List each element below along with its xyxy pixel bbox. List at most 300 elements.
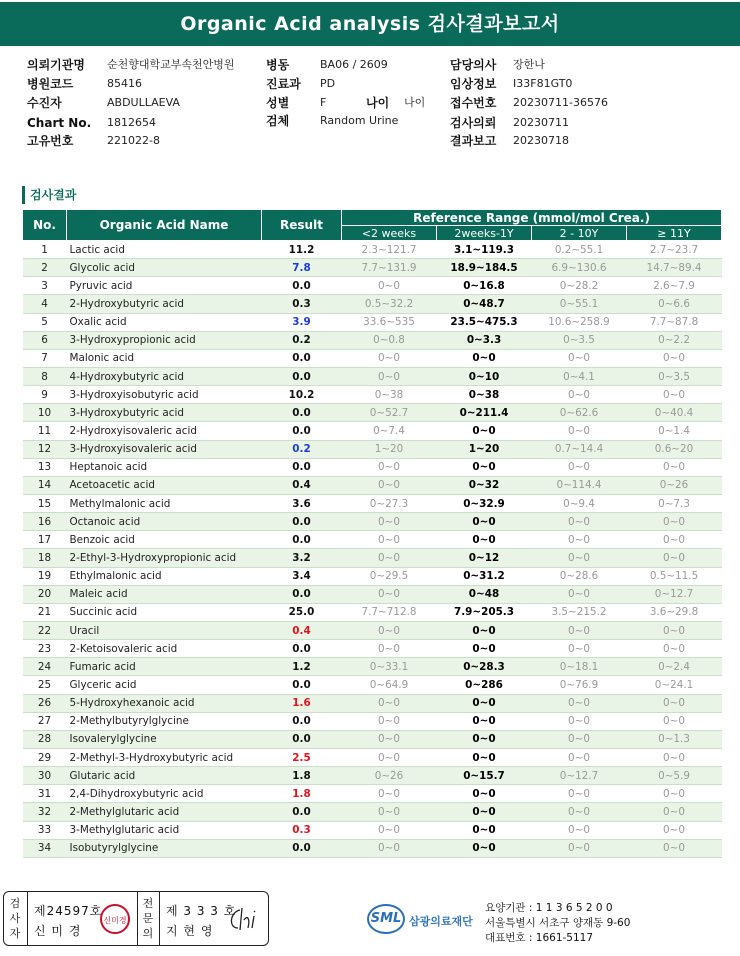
ref-2weeks-1y: 0~0 bbox=[437, 422, 532, 440]
acid-name: 2-Ethyl-3-Hydroxypropionic acid bbox=[67, 549, 262, 567]
request-value: 20230711 bbox=[513, 116, 569, 129]
ref-11y-plus: 0~0 bbox=[627, 785, 722, 803]
table-row bbox=[23, 785, 722, 803]
ref-2-10y: 0~0 bbox=[532, 513, 627, 531]
ref-11y-plus: 0~0 bbox=[627, 549, 722, 567]
result-value: 3.4 bbox=[262, 567, 342, 585]
reviewer-signature-icon bbox=[226, 904, 264, 934]
ref-2-10y: 0~0 bbox=[532, 748, 627, 766]
ref-11y-plus: 0~0 bbox=[627, 621, 722, 639]
ref-2weeks-1y: 0~0 bbox=[437, 513, 532, 531]
header-ref-2weeks-1y: 2weeks-1Y bbox=[437, 226, 532, 241]
result-value: 3.9 bbox=[262, 313, 342, 331]
table-row bbox=[23, 803, 722, 821]
acid-name: Glutaric acid bbox=[67, 767, 262, 785]
ref-under-2-weeks: 0~0 bbox=[342, 821, 437, 839]
result-value: 1.6 bbox=[262, 694, 342, 712]
ref-under-2-weeks: 0~0 bbox=[342, 549, 437, 567]
sex-value: F bbox=[320, 96, 327, 109]
row-number: 23 bbox=[23, 640, 67, 658]
ref-under-2-weeks: 0~7.4 bbox=[342, 422, 437, 440]
table-row bbox=[23, 241, 722, 259]
ref-under-2-weeks: 7.7~131.9 bbox=[342, 259, 437, 277]
table-row bbox=[23, 549, 722, 567]
ref-2weeks-1y: 0~0 bbox=[437, 640, 532, 658]
ref-under-2-weeks: 0~0 bbox=[342, 476, 437, 494]
acid-name: Isovalerylglycine bbox=[67, 730, 262, 748]
table-row bbox=[23, 821, 722, 839]
acid-name: 2,4-Dihydroxybutyric acid bbox=[67, 785, 262, 803]
ref-2-10y: 0~0 bbox=[532, 386, 627, 404]
ref-11y-plus: 0.6~20 bbox=[627, 440, 722, 458]
row-number: 32 bbox=[23, 803, 67, 821]
ref-2weeks-1y: 0~12 bbox=[437, 549, 532, 567]
ref-under-2-weeks: 0~27.3 bbox=[342, 494, 437, 512]
ref-11y-plus: 0~0 bbox=[627, 386, 722, 404]
ref-11y-plus: 7.7~87.8 bbox=[627, 313, 722, 331]
age-label: 나이 bbox=[366, 96, 390, 110]
row-number: 3 bbox=[23, 277, 67, 295]
ref-under-2-weeks: 0~0 bbox=[342, 839, 437, 857]
ward-value: BA06 / 2609 bbox=[320, 58, 388, 71]
result-value: 0.4 bbox=[262, 621, 342, 639]
ref-2-10y: 0~0 bbox=[532, 730, 627, 748]
ref-under-2-weeks: 0~0 bbox=[342, 621, 437, 639]
header-no: No. bbox=[23, 210, 67, 241]
result-value: 0.0 bbox=[262, 458, 342, 476]
table-row bbox=[23, 603, 722, 621]
acid-name: 5-Hydroxyhexanoic acid bbox=[67, 694, 262, 712]
row-number: 1 bbox=[23, 241, 67, 259]
row-number: 24 bbox=[23, 658, 67, 676]
ref-under-2-weeks: 0~33.1 bbox=[342, 658, 437, 676]
result-value: 2.5 bbox=[262, 748, 342, 766]
ref-11y-plus: 0~0 bbox=[627, 640, 722, 658]
ref-11y-plus: 2.6~7.9 bbox=[627, 277, 722, 295]
ref-11y-plus: 0~7.3 bbox=[627, 494, 722, 512]
ref-11y-plus: 0~2.2 bbox=[627, 331, 722, 349]
code-value: 85416 bbox=[107, 77, 142, 90]
table-row bbox=[23, 259, 722, 277]
ref-2weeks-1y: 1~20 bbox=[437, 440, 532, 458]
ref-under-2-weeks: 0~0 bbox=[342, 277, 437, 295]
ref-2-10y: 0~0 bbox=[532, 585, 627, 603]
ref-11y-plus: 0~1.3 bbox=[627, 730, 722, 748]
acid-name: 3-Hydroxybutyric acid bbox=[67, 404, 262, 422]
tester-name: 신 미 경 bbox=[34, 924, 82, 938]
ref-2weeks-1y: 0~48 bbox=[437, 585, 532, 603]
ref-2-10y: 0~0 bbox=[532, 785, 627, 803]
doctor-label: 담당의사 bbox=[450, 58, 497, 72]
acid-name: Oxalic acid bbox=[67, 313, 262, 331]
table-row bbox=[23, 367, 722, 385]
result-value: 1.8 bbox=[262, 767, 342, 785]
table-row bbox=[23, 531, 722, 549]
doctor-value: 장한나 bbox=[513, 58, 545, 71]
ref-2-10y: 0~0 bbox=[532, 621, 627, 639]
ref-2-10y: 0~9.4 bbox=[532, 494, 627, 512]
row-number: 9 bbox=[23, 386, 67, 404]
results-table bbox=[22, 209, 722, 858]
sex-label: 성별 bbox=[266, 96, 290, 110]
code-label: 병원코드 bbox=[27, 77, 74, 91]
signature-box bbox=[3, 891, 269, 946]
ref-2weeks-1y: 0~3.3 bbox=[437, 331, 532, 349]
ref-2weeks-1y: 0~0 bbox=[437, 821, 532, 839]
acid-name: Isobutyrylglycine bbox=[67, 839, 262, 857]
ref-2-10y: 0~0 bbox=[532, 712, 627, 730]
table-row bbox=[23, 676, 722, 694]
row-number: 28 bbox=[23, 730, 67, 748]
report-value: 20230718 bbox=[513, 134, 569, 147]
ref-11y-plus: 0~0 bbox=[627, 712, 722, 730]
request-label: 검사의뢰 bbox=[450, 116, 497, 130]
acid-name: Methylmalonic acid bbox=[67, 494, 262, 512]
care-number: 요양기관 : 1 1 3 6 5 2 0 0 bbox=[485, 902, 613, 914]
ref-2weeks-1y: 0~0 bbox=[437, 712, 532, 730]
row-number: 18 bbox=[23, 549, 67, 567]
acid-name: Maleic acid bbox=[67, 585, 262, 603]
ref-11y-plus: 0~12.7 bbox=[627, 585, 722, 603]
table-row bbox=[23, 422, 722, 440]
acid-name: Ethylmalonic acid bbox=[67, 567, 262, 585]
ref-2-10y: 0~0 bbox=[532, 640, 627, 658]
result-value: 0.3 bbox=[262, 821, 342, 839]
ref-11y-plus: 0~0 bbox=[627, 531, 722, 549]
acid-name: Pyruvic acid bbox=[67, 277, 262, 295]
ref-11y-plus: 0~0 bbox=[627, 748, 722, 766]
result-value: 3.2 bbox=[262, 549, 342, 567]
row-number: 22 bbox=[23, 621, 67, 639]
lab-phone: 대표번호 : 1661-5117 bbox=[485, 932, 594, 944]
acid-name: 3-Hydroxyisovaleric acid bbox=[67, 440, 262, 458]
ref-2weeks-1y: 0~0 bbox=[437, 748, 532, 766]
ref-under-2-weeks: 33.6~535 bbox=[342, 313, 437, 331]
ref-under-2-weeks: 0~0 bbox=[342, 712, 437, 730]
ref-2-10y: 0~55.1 bbox=[532, 295, 627, 313]
table-row bbox=[23, 440, 722, 458]
table-row bbox=[23, 386, 722, 404]
acid-name: Heptanoic acid bbox=[67, 458, 262, 476]
ref-2-10y: 3.5~215.2 bbox=[532, 603, 627, 621]
clinical-label: 임상정보 bbox=[450, 77, 497, 91]
ref-2weeks-1y: 0~0 bbox=[437, 349, 532, 367]
ref-2weeks-1y: 23.5~475.3 bbox=[437, 313, 532, 331]
header-ref-under-2-weeks: <2 weeks bbox=[342, 226, 437, 241]
table-row bbox=[23, 458, 722, 476]
row-number: 14 bbox=[23, 476, 67, 494]
ref-2weeks-1y: 0~0 bbox=[437, 531, 532, 549]
ref-2-10y: 6.9~130.6 bbox=[532, 259, 627, 277]
acid-name: Lactic acid bbox=[67, 241, 262, 259]
ref-11y-plus: 2.7~23.7 bbox=[627, 241, 722, 259]
row-number: 2 bbox=[23, 259, 67, 277]
row-number: 4 bbox=[23, 295, 67, 313]
acid-name: Fumaric acid bbox=[67, 658, 262, 676]
ref-2weeks-1y: 0~15.7 bbox=[437, 767, 532, 785]
acid-name: Glycolic acid bbox=[67, 259, 262, 277]
lab-name: 삼광의료재단 bbox=[409, 915, 473, 928]
table-row bbox=[23, 658, 722, 676]
result-value: 0.0 bbox=[262, 422, 342, 440]
ref-under-2-weeks: 2.3~121.7 bbox=[342, 241, 437, 259]
result-value: 0.0 bbox=[262, 404, 342, 422]
table-row bbox=[23, 513, 722, 531]
ref-under-2-weeks: 0~0 bbox=[342, 513, 437, 531]
ref-under-2-weeks: 0~0 bbox=[342, 694, 437, 712]
ref-under-2-weeks: 0~0 bbox=[342, 730, 437, 748]
table-row bbox=[23, 349, 722, 367]
acid-name: 2-Hydroxybutyric acid bbox=[67, 295, 262, 313]
section-title: 검사결과 bbox=[22, 186, 76, 204]
ref-2weeks-1y: 0~0 bbox=[437, 785, 532, 803]
acid-name: Benzoic acid bbox=[67, 531, 262, 549]
ref-2weeks-1y: 0~286 bbox=[437, 676, 532, 694]
ref-11y-plus: 0~0 bbox=[627, 803, 722, 821]
table-row bbox=[23, 621, 722, 639]
ref-2-10y: 0~18.1 bbox=[532, 658, 627, 676]
acid-name: 2-Methylglutaric acid bbox=[67, 803, 262, 821]
tester-label: 검사자 bbox=[9, 897, 21, 940]
ref-under-2-weeks: 0~0 bbox=[342, 640, 437, 658]
clinical-value: I33F81GT0 bbox=[513, 77, 573, 90]
ref-2-10y: 0~0 bbox=[532, 422, 627, 440]
row-number: 17 bbox=[23, 531, 67, 549]
header-reference-range: Reference Range (mmol/mol Crea.) bbox=[342, 210, 722, 226]
ref-2weeks-1y: 18.9~184.5 bbox=[437, 259, 532, 277]
table-row bbox=[23, 313, 722, 331]
table-row bbox=[23, 712, 722, 730]
result-value: 0.0 bbox=[262, 676, 342, 694]
row-number: 8 bbox=[23, 367, 67, 385]
ref-under-2-weeks: 0~0 bbox=[342, 458, 437, 476]
ref-under-2-weeks: 0~0.8 bbox=[342, 331, 437, 349]
row-number: 30 bbox=[23, 767, 67, 785]
ref-2weeks-1y: 0~211.4 bbox=[437, 404, 532, 422]
ref-under-2-weeks: 0~38 bbox=[342, 386, 437, 404]
acid-name: 2-Ketoisovaleric acid bbox=[67, 640, 262, 658]
chart-value: 1812654 bbox=[107, 116, 156, 129]
tester-license: 제24597호 bbox=[34, 904, 103, 918]
table-row bbox=[23, 694, 722, 712]
acid-name: 3-Hydroxypropionic acid bbox=[67, 331, 262, 349]
ref-11y-plus: 14.7~89.4 bbox=[627, 259, 722, 277]
ref-under-2-weeks: 0~52.7 bbox=[342, 404, 437, 422]
ref-2-10y: 0.7~14.4 bbox=[532, 440, 627, 458]
ref-2-10y: 0~62.6 bbox=[532, 404, 627, 422]
specimen-value: Random Urine bbox=[320, 114, 399, 127]
result-value: 0.2 bbox=[262, 440, 342, 458]
dept-value: PD bbox=[320, 77, 336, 90]
ref-11y-plus: 0.5~11.5 bbox=[627, 567, 722, 585]
ref-under-2-weeks: 0~0 bbox=[342, 803, 437, 821]
ref-11y-plus: 0~0 bbox=[627, 458, 722, 476]
ref-2weeks-1y: 0~28.3 bbox=[437, 658, 532, 676]
table-row bbox=[23, 585, 722, 603]
ref-2-10y: 0~28.2 bbox=[532, 277, 627, 295]
result-value: 0.0 bbox=[262, 349, 342, 367]
ref-11y-plus: 0~24.1 bbox=[627, 676, 722, 694]
ref-11y-plus: 0~0 bbox=[627, 694, 722, 712]
row-number: 11 bbox=[23, 422, 67, 440]
hospital-value: 순천향대학교부속천안병원 bbox=[107, 58, 235, 71]
chart-label: Chart No. bbox=[27, 116, 92, 130]
ref-under-2-weeks: 0~0 bbox=[342, 349, 437, 367]
ref-2-10y: 0~0 bbox=[532, 839, 627, 857]
table-row bbox=[23, 640, 722, 658]
ref-11y-plus: 3.6~29.8 bbox=[627, 603, 722, 621]
ref-11y-plus: 0~1.4 bbox=[627, 422, 722, 440]
row-number: 6 bbox=[23, 331, 67, 349]
header-ref-2-10y: 2 - 10Y bbox=[532, 226, 627, 241]
ref-2weeks-1y: 0~0 bbox=[437, 621, 532, 639]
ref-2weeks-1y: 0~0 bbox=[437, 458, 532, 476]
row-number: 5 bbox=[23, 313, 67, 331]
unique-label: 고유번호 bbox=[27, 134, 74, 148]
row-number: 31 bbox=[23, 785, 67, 803]
result-value: 0.0 bbox=[262, 730, 342, 748]
table-row bbox=[23, 767, 722, 785]
ref-under-2-weeks: 0~0 bbox=[342, 785, 437, 803]
result-value: 0.4 bbox=[262, 476, 342, 494]
patient-value: ABDULLAEVA bbox=[107, 96, 180, 109]
result-value: 0.0 bbox=[262, 803, 342, 821]
row-number: 12 bbox=[23, 440, 67, 458]
result-value: 1.2 bbox=[262, 658, 342, 676]
table-row bbox=[23, 730, 722, 748]
result-value: 0.0 bbox=[262, 712, 342, 730]
table-row bbox=[23, 277, 722, 295]
ref-2weeks-1y: 0~0 bbox=[437, 839, 532, 857]
ref-11y-plus: 0~6.6 bbox=[627, 295, 722, 313]
ref-2weeks-1y: 0~10 bbox=[437, 367, 532, 385]
dept-label: 진료과 bbox=[266, 77, 301, 91]
result-value: 3.6 bbox=[262, 494, 342, 512]
row-number: 20 bbox=[23, 585, 67, 603]
result-value: 0.0 bbox=[262, 839, 342, 857]
reviewer-name: 지 현 영 bbox=[166, 924, 214, 938]
header-ref-11y-plus: ≥ 11Y bbox=[627, 226, 722, 241]
result-value: 0.0 bbox=[262, 367, 342, 385]
result-value: 7.8 bbox=[262, 259, 342, 277]
ref-2weeks-1y: 7.9~205.3 bbox=[437, 603, 532, 621]
ref-11y-plus: 0~26 bbox=[627, 476, 722, 494]
ref-11y-plus: 0~0 bbox=[627, 839, 722, 857]
ref-2weeks-1y: 0~38 bbox=[437, 386, 532, 404]
ref-under-2-weeks: 1~20 bbox=[342, 440, 437, 458]
ref-11y-plus: 0~0 bbox=[627, 349, 722, 367]
row-number: 25 bbox=[23, 676, 67, 694]
ward-label: 병동 bbox=[266, 58, 290, 72]
result-value: 11.2 bbox=[262, 241, 342, 259]
result-value: 10.2 bbox=[262, 386, 342, 404]
result-value: 1.8 bbox=[262, 785, 342, 803]
receipt-label: 접수번호 bbox=[450, 96, 497, 110]
ref-under-2-weeks: 0~0 bbox=[342, 585, 437, 603]
row-number: 29 bbox=[23, 748, 67, 766]
acid-name: Octanoic acid bbox=[67, 513, 262, 531]
ref-2-10y: 0.2~55.1 bbox=[532, 241, 627, 259]
result-value: 0.3 bbox=[262, 295, 342, 313]
ref-2weeks-1y: 0~0 bbox=[437, 694, 532, 712]
row-number: 7 bbox=[23, 349, 67, 367]
ref-2weeks-1y: 0~31.2 bbox=[437, 567, 532, 585]
ref-under-2-weeks: 0.5~32.2 bbox=[342, 295, 437, 313]
acid-name: 4-Hydroxybutyric acid bbox=[67, 367, 262, 385]
row-number: 15 bbox=[23, 494, 67, 512]
ref-11y-plus: 0~0 bbox=[627, 513, 722, 531]
row-number: 19 bbox=[23, 567, 67, 585]
ref-2weeks-1y: 0~32.9 bbox=[437, 494, 532, 512]
acid-name: 3-Methylglutaric acid bbox=[67, 821, 262, 839]
acid-name: Uracil bbox=[67, 621, 262, 639]
ref-11y-plus: 0~5.9 bbox=[627, 767, 722, 785]
result-value: 0.0 bbox=[262, 513, 342, 531]
sml-logo-icon: SML bbox=[367, 904, 405, 934]
tester-seal-icon bbox=[99, 902, 131, 936]
table-row bbox=[23, 494, 722, 512]
ref-2-10y: 0~0 bbox=[532, 821, 627, 839]
acid-name: 2-Methylbutyrylglycine bbox=[67, 712, 262, 730]
ref-2-10y: 0~0 bbox=[532, 458, 627, 476]
row-number: 34 bbox=[23, 839, 67, 857]
ref-2-10y: 0~0 bbox=[532, 549, 627, 567]
ref-2-10y: 0~3.5 bbox=[532, 331, 627, 349]
result-value: 0.2 bbox=[262, 331, 342, 349]
age-value: 나이 bbox=[404, 96, 426, 109]
row-number: 27 bbox=[23, 712, 67, 730]
ref-2weeks-1y: 3.1~119.3 bbox=[437, 241, 532, 259]
specimen-label: 검체 bbox=[266, 114, 290, 128]
ref-2weeks-1y: 0~0 bbox=[437, 730, 532, 748]
lab-address: 서울특별시 서초구 양재동 9-60 bbox=[485, 917, 631, 929]
acid-name: Malonic acid bbox=[67, 349, 262, 367]
row-number: 10 bbox=[23, 404, 67, 422]
row-number: 26 bbox=[23, 694, 67, 712]
ref-under-2-weeks: 0~29.5 bbox=[342, 567, 437, 585]
hospital-label: 의뢰기관명 bbox=[27, 58, 85, 72]
ref-11y-plus: 0~3.5 bbox=[627, 367, 722, 385]
ref-under-2-weeks: 7.7~712.8 bbox=[342, 603, 437, 621]
result-value: 25.0 bbox=[262, 603, 342, 621]
ref-under-2-weeks: 0~0 bbox=[342, 531, 437, 549]
ref-2-10y: 0~76.9 bbox=[532, 676, 627, 694]
result-value: 0.0 bbox=[262, 277, 342, 295]
ref-2-10y: 10.6~258.9 bbox=[532, 313, 627, 331]
ref-11y-plus: 0~40.4 bbox=[627, 404, 722, 422]
reviewer-license: 제 3 3 3 호 bbox=[166, 904, 237, 918]
result-value: 0.0 bbox=[262, 640, 342, 658]
acid-name: 3-Hydroxyisobutyric acid bbox=[67, 386, 262, 404]
row-number: 16 bbox=[23, 513, 67, 531]
ref-2-10y: 0~114.4 bbox=[532, 476, 627, 494]
ref-2weeks-1y: 0~0 bbox=[437, 803, 532, 821]
row-number: 33 bbox=[23, 821, 67, 839]
ref-11y-plus: 0~2.4 bbox=[627, 658, 722, 676]
report-title: Organic Acid analysis 검사결과보고서 bbox=[0, 2, 740, 46]
header-name: Organic Acid Name bbox=[67, 210, 262, 241]
ref-2-10y: 0~4.1 bbox=[532, 367, 627, 385]
unique-value: 221022-8 bbox=[107, 134, 160, 147]
result-value: 0.0 bbox=[262, 531, 342, 549]
ref-2-10y: 0~0 bbox=[532, 531, 627, 549]
table-row bbox=[23, 404, 722, 422]
ref-under-2-weeks: 0~26 bbox=[342, 767, 437, 785]
ref-2-10y: 0~0 bbox=[532, 349, 627, 367]
ref-2weeks-1y: 0~16.8 bbox=[437, 277, 532, 295]
ref-2weeks-1y: 0~32 bbox=[437, 476, 532, 494]
ref-11y-plus: 0~0 bbox=[627, 821, 722, 839]
